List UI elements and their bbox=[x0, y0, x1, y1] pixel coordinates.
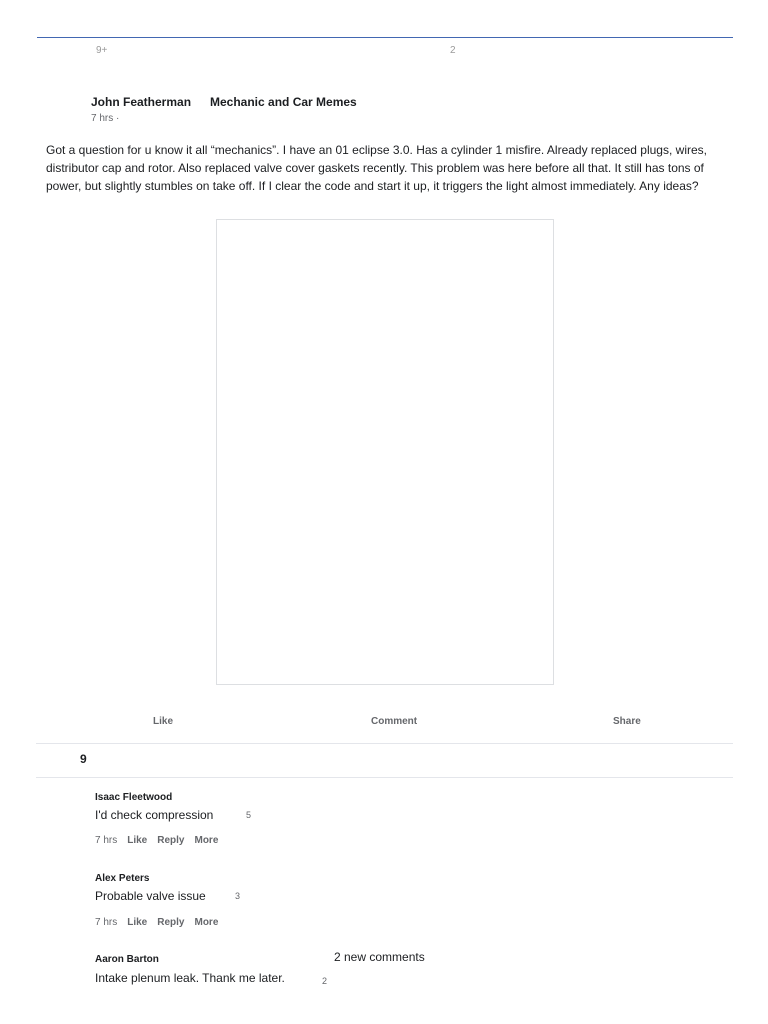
comment-reply-button[interactable]: Reply bbox=[157, 835, 185, 846]
comment-like-count[interactable]: 3 bbox=[235, 891, 241, 901]
comment-author[interactable]: Aaron Barton bbox=[95, 954, 159, 965]
post-body: Got a question for u know it all “mechanics”. I have an 01 eclipse 3.0. Has a cylinder 1 misfire. Already replaced plugs, wires, distributor cap and rotor. Also replaced valve cover gaskets recently. This problem was here before all that. It still has tons of power, but slightly stumbles on take off. If I clear the code and start it up, it triggers the light almost immediately. Any ideas? bbox=[46, 143, 707, 193]
comment-text: Probable valve issue bbox=[95, 889, 206, 903]
header-divider bbox=[37, 37, 733, 38]
comment-time[interactable]: 7 hrs bbox=[95, 835, 118, 846]
reactions-divider bbox=[36, 777, 733, 778]
comment-meta bbox=[95, 917, 218, 928]
like-button[interactable]: Like bbox=[153, 716, 174, 727]
comment-more-button[interactable]: More bbox=[194, 917, 219, 928]
post-author[interactable]: John Featherman bbox=[91, 95, 192, 109]
share-button[interactable]: Share bbox=[613, 716, 641, 727]
comment-like-button[interactable]: Like bbox=[127, 835, 148, 846]
post-group[interactable]: Mechanic and Car Memes bbox=[210, 95, 357, 109]
reactions-count[interactable]: 9 bbox=[80, 752, 87, 766]
comment-button[interactable]: Comment bbox=[371, 716, 418, 727]
comment-meta bbox=[95, 835, 218, 846]
comment-like-button[interactable]: Like bbox=[127, 917, 148, 928]
actions-divider bbox=[36, 743, 733, 744]
messages-count[interactable]: 2 bbox=[450, 45, 456, 56]
comment-like-count[interactable]: 2 bbox=[322, 976, 328, 986]
comment-author[interactable]: Isaac Fleetwood bbox=[95, 792, 173, 803]
comment-author[interactable]: Alex Peters bbox=[95, 873, 150, 884]
comment-more-button[interactable]: More bbox=[194, 835, 219, 846]
new-comments-button[interactable]: 2 new comments bbox=[334, 950, 425, 964]
comment-reply-button[interactable]: Reply bbox=[157, 917, 185, 928]
comment-like-count[interactable]: 5 bbox=[246, 810, 252, 820]
comment-text: Intake plenum leak. Thank me later. bbox=[95, 971, 285, 985]
post-timestamp[interactable]: 7 hrs · bbox=[91, 113, 120, 124]
comment-text: I'd check compression bbox=[95, 808, 214, 822]
notifications-count[interactable]: 9+ bbox=[96, 45, 108, 56]
post-image[interactable] bbox=[216, 219, 554, 685]
comment-time[interactable]: 7 hrs bbox=[95, 917, 118, 928]
